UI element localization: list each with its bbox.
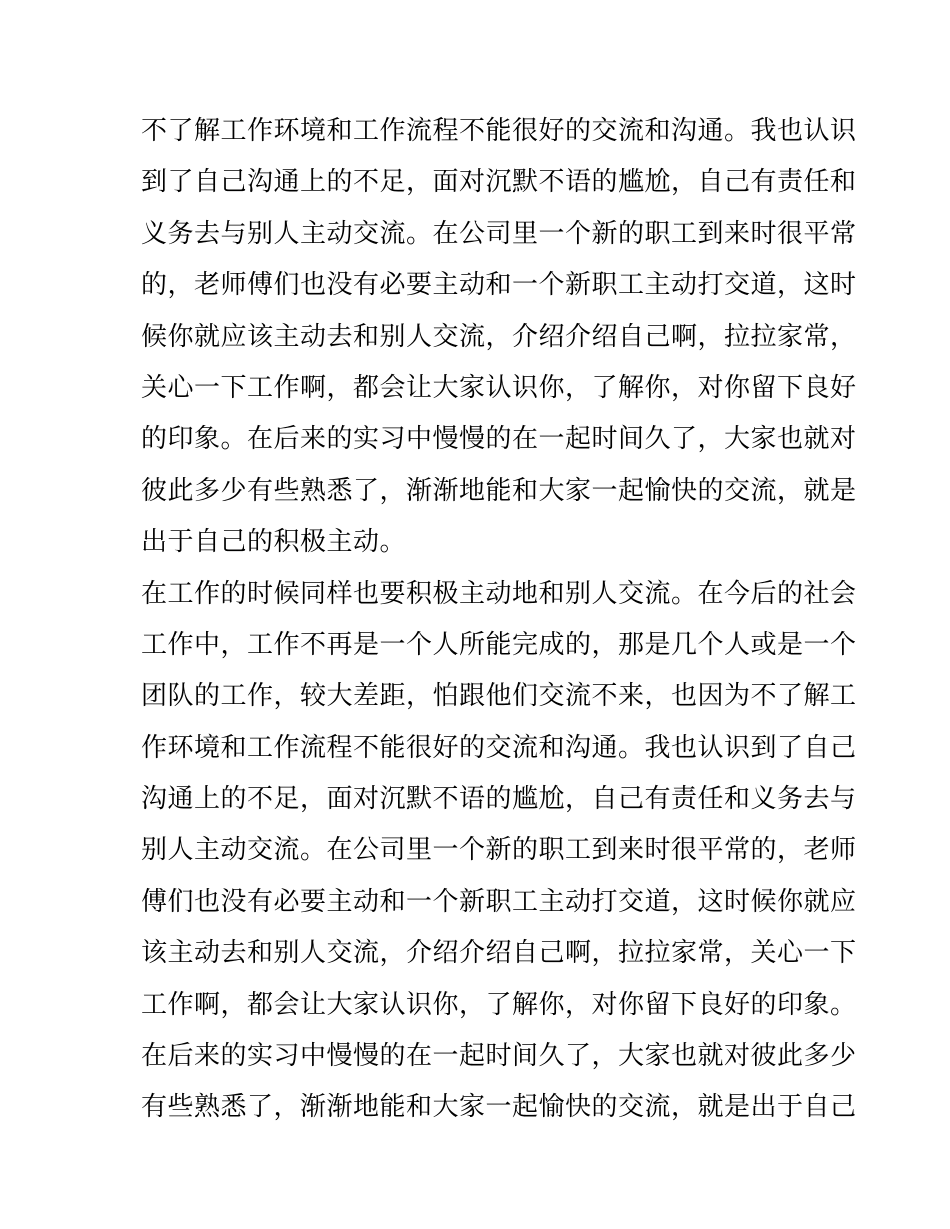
text-line: 沟通上的不足，面对沉默不语的尴尬，自己有责任和义务去与: [141, 784, 857, 815]
text-line: 在后来的实习中慢慢的在一起时间久了，大家也就对彼此多少: [141, 1041, 857, 1072]
text-line: 工作中，工作不再是一个人所能完成的，那是几个人或是一个: [141, 629, 857, 660]
text-line: 的，老师傅们也没有必要主动和一个新职工主动打交道，这时: [141, 270, 857, 301]
text-line: 该主动去和别人交流，介绍介绍自己啊，拉拉家常，关心一下: [141, 938, 857, 969]
text-line: 到了自己沟通上的不足，面对沉默不语的尴尬，自己有责任和: [141, 167, 857, 198]
text-line: 在工作的时候同样也要积极主动地和别人交流。在今后的社会: [141, 578, 857, 609]
text-line: 不了解工作环境和工作流程不能很好的交流和沟通。我也认识: [141, 116, 857, 146]
text-line: 傅们也没有必要主动和一个新职工主动打交道，这时候你就应: [141, 886, 857, 917]
text-line: 义务去与别人主动交流。在公司里一个新的职工到来时很平常: [141, 218, 857, 249]
text-line: 关心一下工作啊，都会让大家认识你，了解你，对你留下良好: [141, 372, 857, 403]
text-line: 出于自己的积极主动。: [141, 527, 407, 558]
text-line: 候你就应该主动去和别人交流，介绍介绍自己啊，拉拉家常，: [141, 321, 857, 352]
text-line: 的印象。在后来的实习中慢慢的在一起时间久了，大家也就对: [141, 424, 857, 455]
document-body: [141, 106, 857, 1134]
text-line: 团队的工作，较大差距，怕跟他们交流不来，也因为不了解工: [141, 681, 857, 712]
text-line: 有些熟悉了，渐渐地能和大家一起愉快的交流，就是出于自己: [141, 1092, 857, 1123]
text-line: 彼此多少有些熟悉了，渐渐地能和大家一起愉快的交流，就是: [141, 475, 857, 506]
text-line: 工作啊，都会让大家认识你，了解你，对你留下良好的印象。: [141, 989, 857, 1020]
text-line: 作环境和工作流程不能很好的交流和沟通。我也认识到了自己: [141, 732, 857, 763]
text-line: 别人主动交流。在公司里一个新的职工到来时很平常的，老师: [141, 835, 857, 866]
